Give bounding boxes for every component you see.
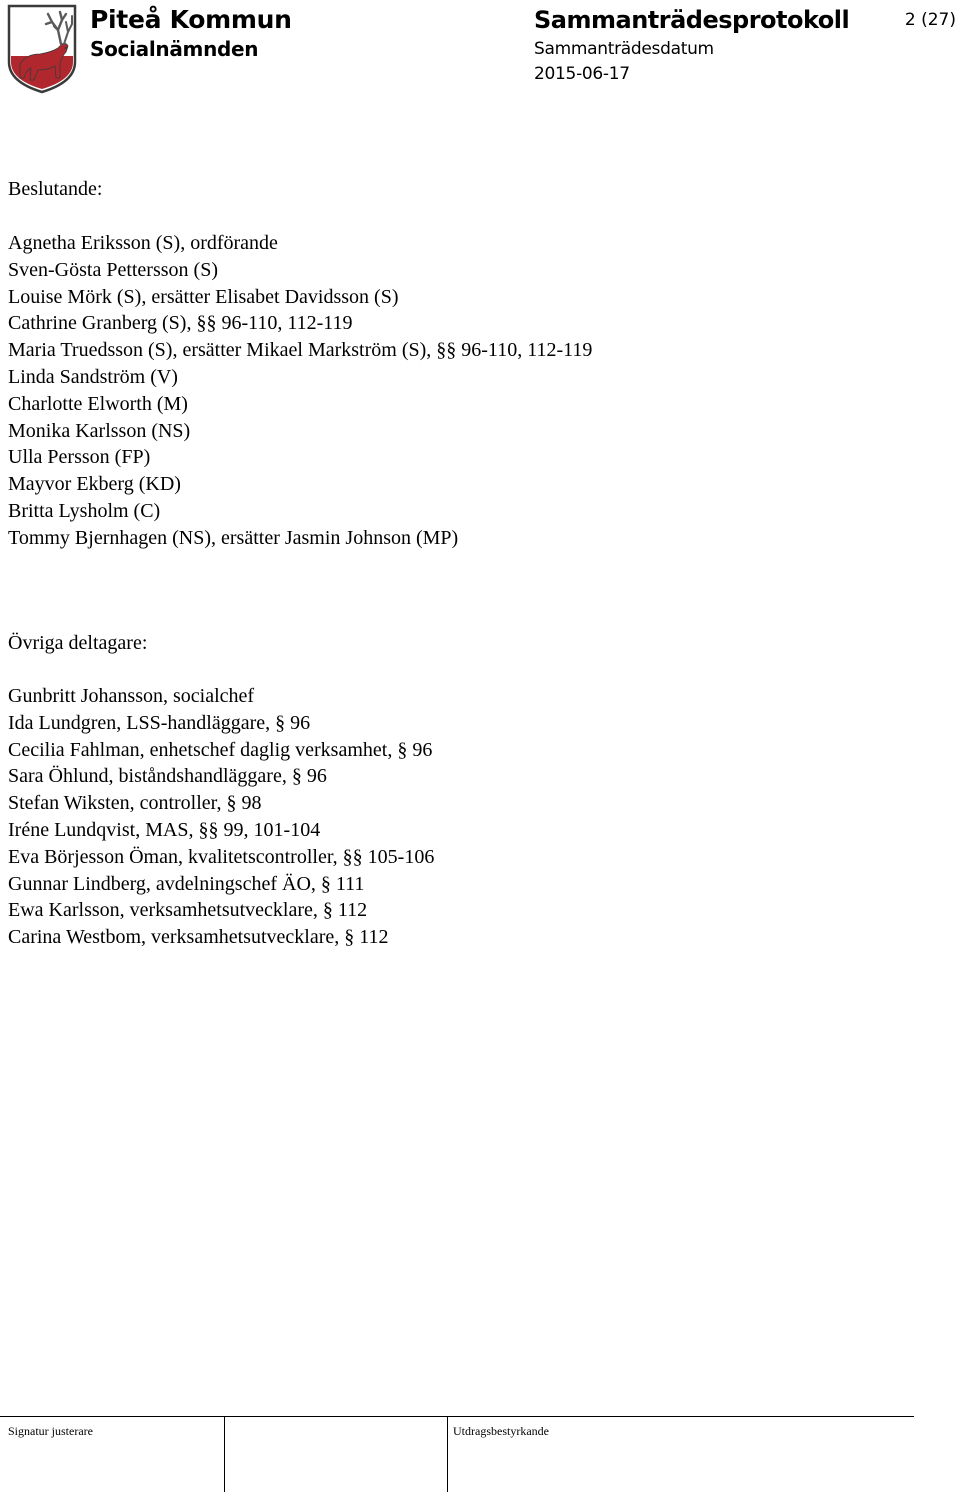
- footer-divider: [0, 1416, 914, 1417]
- decision-makers-section: [8, 176, 592, 552]
- organization-block: [90, 4, 292, 62]
- decision-makers-heading: Beslutande:: [8, 178, 103, 200]
- list-item: Stefan Wiksten, controller, § 98: [8, 792, 262, 815]
- footer-column-divider: [224, 1416, 225, 1492]
- list-item: Ida Lundgren, LSS-handläggare, § 96: [8, 711, 311, 734]
- list-item: Mayvor Ekberg (KD): [8, 473, 181, 496]
- list-item: Ulla Persson (FP): [8, 446, 151, 469]
- list-item: Iréne Lundqvist, MAS, §§ 99, 101-104: [8, 818, 321, 841]
- other-participants-section: [8, 630, 434, 951]
- list-item: Charlotte Elworth (M): [8, 392, 188, 415]
- other-participants-list: [8, 683, 434, 951]
- list-item: Cecilia Fahlman, enhetschef daglig verksamhet, § 96: [8, 738, 433, 761]
- list-item: Cathrine Granberg (S), §§ 96-110, 112-119: [8, 312, 353, 335]
- list-item: Monika Karlsson (NS): [8, 419, 191, 442]
- department-name: Socialnämnden: [90, 37, 259, 61]
- reindeer-coat-of-arms-icon: [6, 4, 78, 94]
- document-title: Sammanträdesprotokoll: [534, 6, 850, 34]
- list-item: Louise Mörk (S), ersätter Elisabet Davidsson (S): [8, 285, 399, 308]
- meeting-date-label: Sammanträdesdatum: [534, 39, 714, 59]
- document-info: [534, 4, 849, 87]
- list-item: Tommy Bjernhagen (NS), ersätter Jasmin Johnson (MP): [8, 526, 459, 549]
- signature-field-label: Signatur justerare: [8, 1424, 93, 1438]
- list-item: Agnetha Eriksson (S), ordförande: [8, 232, 278, 254]
- list-item: Linda Sandström (V): [8, 365, 178, 388]
- org-name: Piteå Kommun: [90, 5, 292, 34]
- list-item: Britta Lysholm (C): [8, 499, 161, 522]
- extract-certification-label: Utdragsbestyrkande: [453, 1424, 549, 1438]
- decision-makers-list: [8, 230, 592, 552]
- list-item: Eva Börjesson Öman, kvalitetscontroller, §§ 105-106: [8, 845, 435, 868]
- meeting-date: 2015-06-17: [534, 64, 630, 84]
- other-participants-heading: Övriga deltagare:: [8, 632, 148, 654]
- list-item: Ewa Karlsson, verksamhetsutvecklare, § 112: [8, 899, 368, 922]
- footer-column-divider: [447, 1416, 448, 1492]
- list-item: Sven-Gösta Pettersson (S): [8, 258, 218, 281]
- list-item: Carina Westbom, verksamhetsutvecklare, § 112: [8, 926, 389, 949]
- list-item: Gunbritt Johansson, socialchef: [8, 685, 255, 707]
- list-item: Gunnar Lindberg, avdelningschef ÄO, § 111: [8, 872, 365, 895]
- coat-of-arms-logo: [6, 4, 78, 94]
- list-item: Sara Öhlund, biståndshandläggare, § 96: [8, 765, 327, 788]
- page-number: 2 (27): [904, 10, 956, 30]
- list-item: Maria Truedsson (S), ersätter Mikael Markström (S), §§ 96-110, 112-119: [8, 339, 593, 362]
